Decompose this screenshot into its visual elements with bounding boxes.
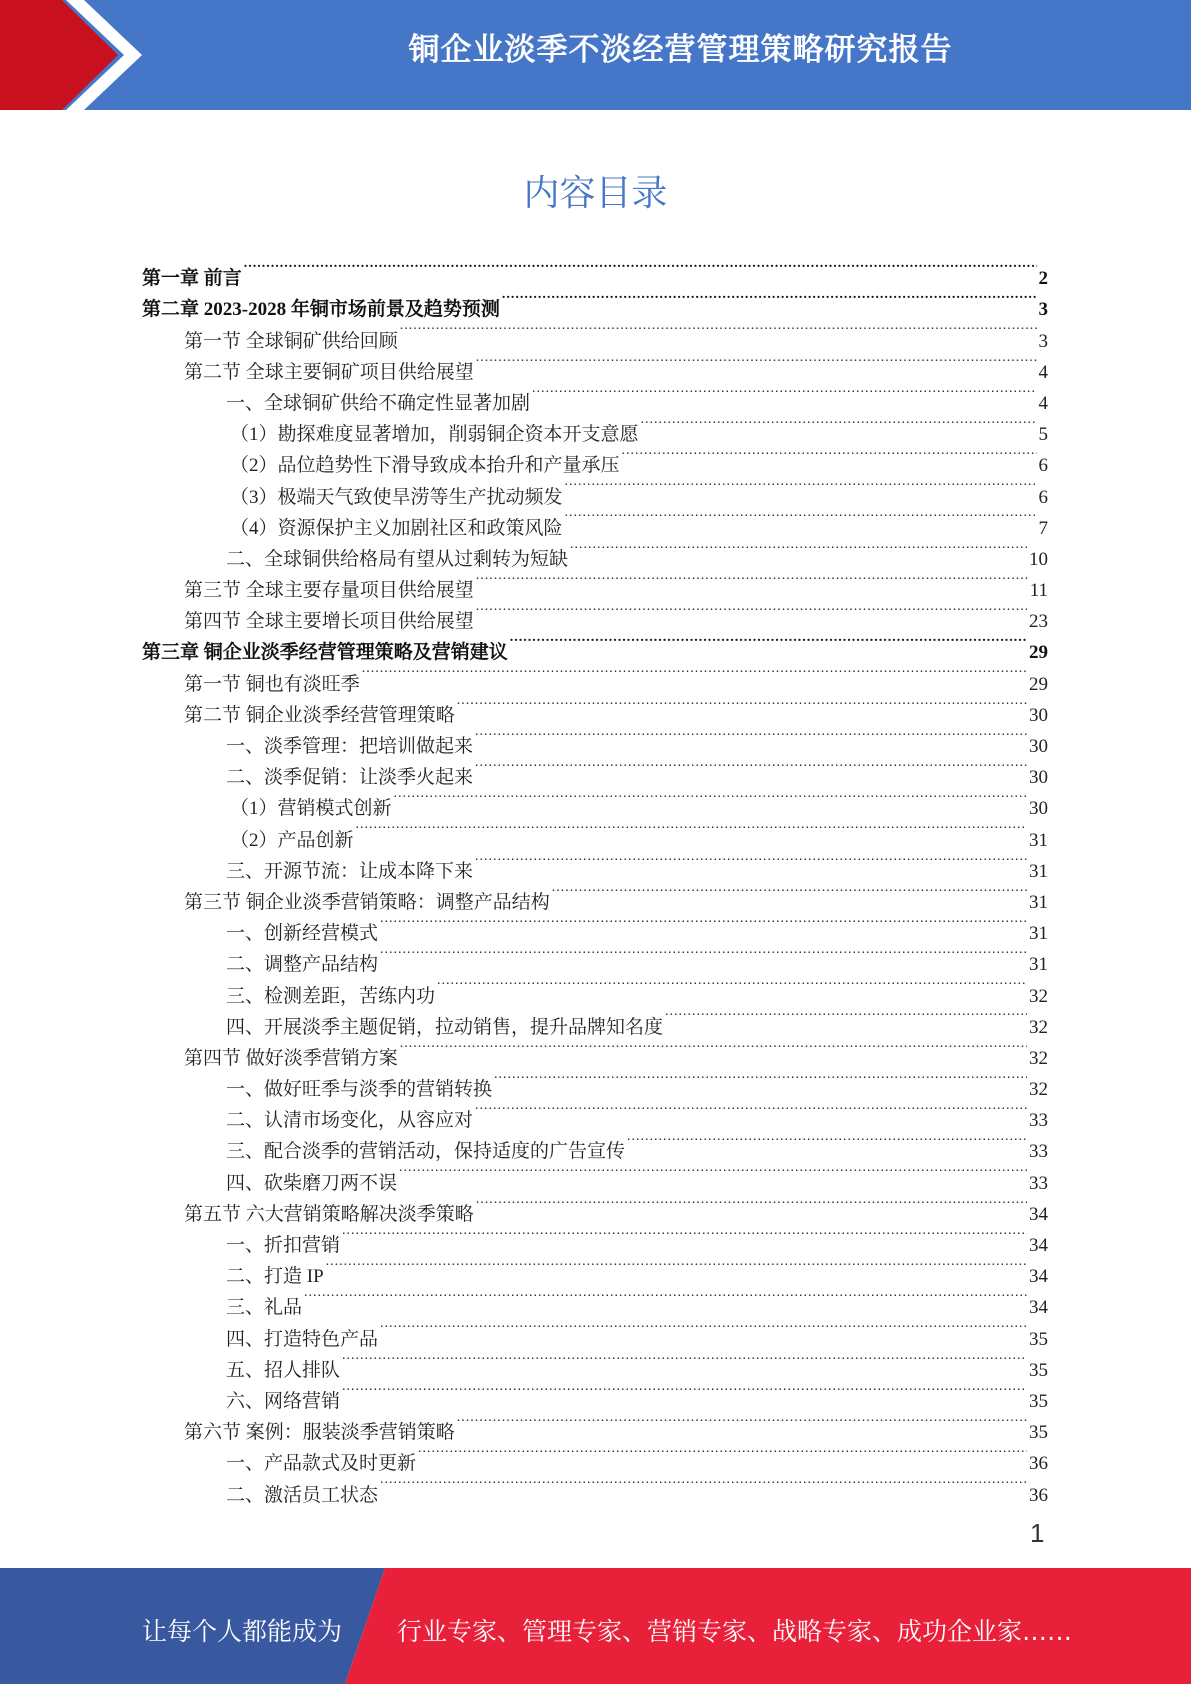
toc-dot-leader (326, 1251, 1027, 1282)
toc-entry-page: 34 (1029, 1203, 1048, 1225)
toc-entry-page: 29 (1029, 673, 1048, 695)
toc-entry-label: 三、检测差距，苦练内功 (226, 985, 436, 1007)
footer-banner (0, 1568, 1191, 1684)
toc-dot-leader (641, 409, 1037, 440)
toc-entry-label: 四、开展淡季主题促销，拉动销售，提升品牌知名度 (226, 1016, 664, 1038)
toc-dot-leader (394, 783, 1027, 814)
report-title: 铜企业淡季不淡经营管理策略研究报告 (408, 32, 953, 68)
toc-entry-page: 35 (1029, 1422, 1048, 1444)
toc-entry-page: 31 (1029, 860, 1048, 882)
toc-entry[interactable] (142, 284, 1048, 321)
toc-dot-leader (356, 814, 1027, 845)
toc-dot-leader (476, 347, 1037, 378)
toc-dot-leader (304, 1282, 1027, 1313)
toc-entry-page: 29 (1029, 642, 1048, 664)
toc-entry-label: 第三节 全球主要存量项目供给展望 (184, 580, 474, 602)
toc-entry-label: 二、激活员工状态 (226, 1484, 379, 1506)
toc-dot-leader (475, 721, 1027, 752)
toc-entry-page: 11 (1029, 580, 1048, 602)
toc-entry-label: 二、认清市场变化，从容应对 (226, 1110, 474, 1132)
toc-dot-leader (565, 503, 1037, 534)
toc-entry-page: 10 (1029, 548, 1048, 570)
toc-entry-label: 第一章 前言 (142, 268, 242, 290)
toc-entry-page: 31 (1029, 829, 1048, 851)
toc-entry-label: 二、全球铜供给格局有望从过剩转为短缺 (226, 548, 569, 570)
toc-entry-page: 32 (1029, 1047, 1048, 1069)
toc-entry-page: 36 (1029, 1484, 1048, 1506)
toc-entry-label: 第一节 全球铜矿供给回顾 (184, 330, 398, 352)
toc-entry-page: 23 (1029, 611, 1048, 633)
toc-entry-page: 5 (1038, 424, 1048, 446)
toc-dot-leader (532, 378, 1036, 409)
toc-entry-label: 第四节 做好淡季营销方案 (184, 1047, 398, 1069)
toc-entry-page: 34 (1029, 1235, 1048, 1256)
toc-entry-label: 三、礼品 (226, 1297, 303, 1319)
toc-entry-page: 33 (1029, 1172, 1048, 1194)
toc-entry-page: 30 (1029, 798, 1048, 820)
footer-slogan-left: 让每个人都能成为 (142, 1617, 343, 1646)
toc-entry-page: 30 (1029, 704, 1048, 726)
toc-entry-label: 一、产品款式及时更新 (226, 1453, 417, 1475)
chevron-arrow-icon (0, 0, 150, 110)
toc-entry-label: 第三章 铜企业淡季经营管理策略及营销建议 (142, 642, 508, 664)
toc-entry-label: 一、全球铜矿供给不确定性显著加剧 (226, 392, 531, 414)
toc-entry-label: 三、配合淡季的营销活动，保持适度的广告宣传 (226, 1141, 626, 1163)
toc-entry-page: 33 (1029, 1141, 1048, 1163)
toc-entry-page: 31 (1029, 923, 1048, 945)
toc-entry-page: 3 (1038, 330, 1048, 352)
toc-dot-leader (400, 315, 1037, 346)
toc-entry-page: 34 (1029, 1266, 1048, 1288)
toc-heading: 内容目录 (523, 173, 668, 214)
toc-entry-page: 34 (1029, 1297, 1048, 1319)
toc-entry-label: （3）极端天气致使旱涝等生产扰动频发 (230, 486, 563, 508)
toc-dot-leader (418, 1438, 1027, 1469)
toc-dot-leader (475, 1095, 1027, 1126)
toc-entry-page: 32 (1029, 985, 1048, 1007)
toc-dot-leader (475, 752, 1027, 783)
toc-entry-label: 第六节 案例：服装淡季营销策略 (184, 1422, 455, 1444)
toc-entry-label: 一、做好旺季与淡季的营销转换 (226, 1079, 493, 1101)
toc-entry-label: 第一节 铜也有淡旺季 (184, 673, 360, 695)
toc-entry-label: 第五节 六大营销策略解决淡季策略 (184, 1203, 474, 1225)
toc-entry-label: 二、打造 IP (226, 1266, 324, 1288)
toc-entry-label: 三、开源节流：让成本降下来 (226, 860, 474, 882)
toc-entry-label: 一、折扣营销 (226, 1235, 341, 1256)
toc-entry-page: 31 (1029, 891, 1048, 913)
toc-dot-leader (510, 627, 1027, 658)
toc-entry-label: 第二章 2023-2028 年铜市场前景及趋势预测 (142, 299, 500, 321)
toc-dot-leader (622, 440, 1037, 471)
table-of-contents (142, 253, 1048, 1506)
toc-entry-label: 第四节 全球主要增长项目供给展望 (184, 611, 474, 633)
toc-dot-leader (380, 939, 1027, 970)
toc-dot-leader (342, 1220, 1027, 1251)
toc-entry-page: 32 (1029, 1079, 1048, 1101)
toc-entry-page: 31 (1029, 954, 1048, 976)
toc-entry-label: 一、淡季管理：把培训做起来 (226, 736, 474, 757)
toc-entry-page: 2 (1038, 268, 1048, 290)
toc-dot-leader (494, 1064, 1027, 1095)
toc-entry-page: 32 (1029, 1016, 1048, 1038)
toc-entry-page: 35 (1029, 1328, 1048, 1350)
toc-entry-label: 四、打造特色产品 (226, 1328, 379, 1350)
toc-entry-page: 35 (1029, 1359, 1048, 1381)
toc-dot-leader (342, 1376, 1027, 1407)
toc-entry-label: 第三节 铜企业淡季营销策略：调整产品结构 (184, 891, 550, 913)
toc-dot-leader (399, 1157, 1027, 1188)
toc-entry-label: （2）产品创新 (230, 829, 354, 851)
toc-entry-label: （2）品位趋势性下滑导致成本抬升和产量承压 (230, 455, 620, 477)
toc-entry-label: 六、网络营销 (226, 1390, 341, 1412)
toc-entry-page: 30 (1029, 767, 1048, 789)
toc-dot-leader (627, 1126, 1027, 1157)
footer-slogan-right: 行业专家、管理专家、营销专家、战略专家、成功企业家…… (397, 1617, 1073, 1646)
toc-dot-leader (475, 846, 1027, 877)
toc-dot-leader (380, 1313, 1027, 1344)
toc-dot-leader (476, 596, 1027, 627)
toc-dot-leader (400, 1033, 1027, 1064)
toc-entry-label: 四、砍柴磨刀两不误 (226, 1172, 398, 1194)
toc-dot-leader (244, 253, 1037, 284)
toc-entry-page: 30 (1029, 736, 1048, 757)
toc-dot-leader (476, 565, 1028, 596)
toc-entry-page: 4 (1038, 392, 1048, 414)
toc-dot-leader (457, 690, 1027, 721)
toc-dot-leader (665, 1002, 1027, 1033)
toc-entry-label: （4）资源保护主义加剧社区和政策风险 (230, 517, 563, 539)
toc-entry-label: 一、创新经营模式 (226, 923, 379, 945)
toc-dot-leader (476, 1189, 1027, 1220)
toc-entry[interactable] (142, 253, 1048, 290)
page-number: 1 (1030, 1518, 1045, 1548)
toc-dot-leader (565, 471, 1037, 502)
header-banner (0, 0, 1191, 110)
toc-entry-label: （1）营销模式创新 (230, 798, 392, 820)
toc-dot-leader (342, 1345, 1027, 1376)
toc-dot-leader (362, 658, 1027, 689)
toc-dot-leader (380, 1469, 1027, 1500)
toc-dot-leader (457, 1407, 1027, 1438)
toc-entry-page: 36 (1029, 1453, 1048, 1475)
toc-entry-label: 二、淡季促销：让淡季火起来 (226, 767, 474, 789)
toc-entry-page: 3 (1038, 299, 1048, 321)
toc-dot-leader (552, 877, 1027, 908)
toc-entry-page: 6 (1038, 455, 1048, 477)
toc-entry-page: 6 (1038, 486, 1048, 508)
toc-entry-label: 二、调整产品结构 (226, 954, 379, 976)
toc-entry-label: （1）勘探难度显著增加，削弱铜企资本开支意愿 (230, 424, 639, 446)
toc-entry-page: 4 (1038, 361, 1048, 383)
toc-dot-leader (502, 284, 1037, 315)
toc-entry-label: 第二节 全球主要铜矿项目供给展望 (184, 361, 474, 383)
toc-entry-label: 五、招人排队 (226, 1359, 341, 1381)
toc-entry-page: 7 (1038, 517, 1048, 539)
toc-entry-label: 第二节 铜企业淡季经营管理策略 (184, 704, 455, 726)
toc-dot-leader (380, 908, 1027, 939)
toc-dot-leader (570, 534, 1027, 565)
toc-dot-leader (437, 970, 1027, 1001)
toc-entry-page: 35 (1029, 1390, 1048, 1412)
toc-entry-page: 33 (1029, 1110, 1048, 1132)
